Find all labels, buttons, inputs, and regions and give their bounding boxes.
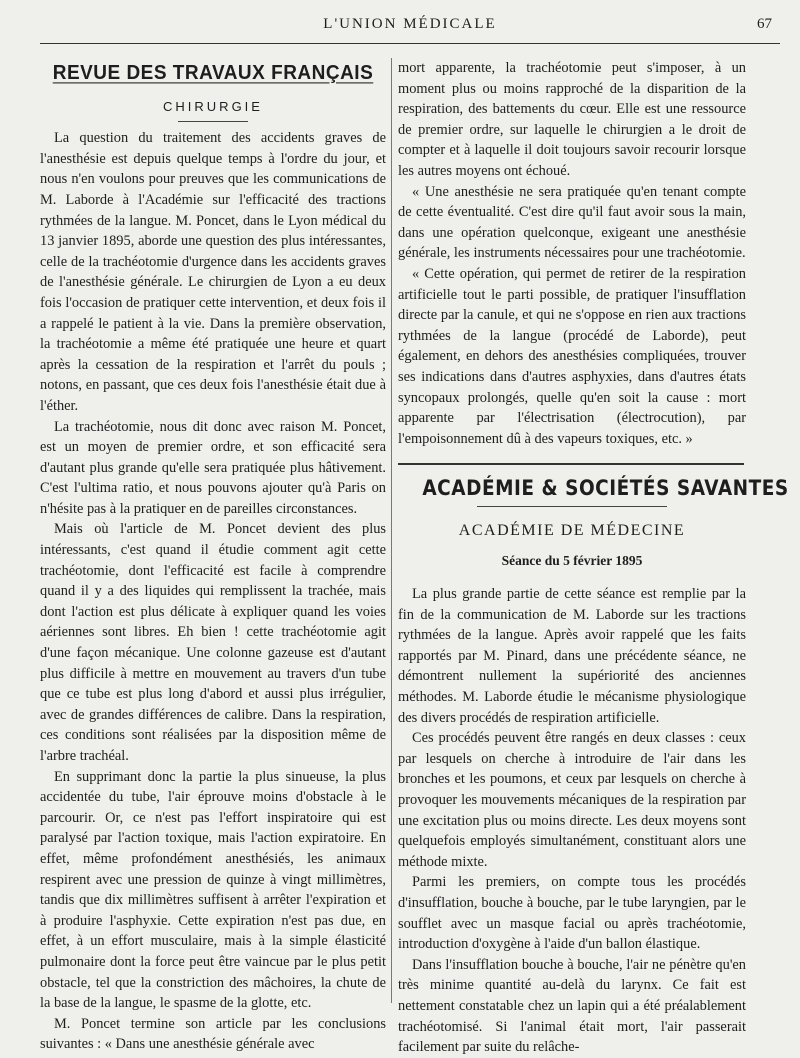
paragraph: M. Poncet termine son article par les conclusions suivantes : « Dans une anesthésie générale avec xyxy=(40,1015,386,1053)
quote-paragraph: « Une anesthésie ne sera pratiquée qu'en tenant compte de cette éventualité. C'est dire qu'il faut avoir sous la main, dans une opération quelconque, exigeant une anesthésie générale, les instruments nécessaires pour une trachéotomie. xyxy=(398,183,746,262)
paragraph: Parmi les premiers, on compte tous les procédés d'insufflation, bouche à bouche, par le tube laryngien, par le soufflet avec un masque facial ou après trachéotomie, introduction d'oxygène à l'aide d'un ballon élastique. xyxy=(398,874,746,953)
session-date: Séance du 5 février 1895 xyxy=(501,553,643,569)
paragraph: La question du traitement des accidents graves de l'anesthésie est depuis quelque temps à l'ordre du jour, et nous n'en voulons pour preuves que les communications de M. Laborde à l'Académie sur l'efficacité des tractions rythmées de la langue. M. Poncet, dans le Lyon médical du 13 janvier 1895, aborde une question des plus intéressantes, celle de la trachéotomie d'urgence dans les accidents graves de l'anesthésie générale. Le chirurgien de Lyon a eu deux fois l'occasion de pratiquer cette intervention, et deux fois il a rappelé le patient à la vie. Dans la première observation, la trachéotomie a même été pratiquée une heure et quart après la cessation de la respiration et l'arrêt du pouls ; notons, en passant, que ces deux fois l'anesthésie était due à l'éther. xyxy=(40,130,386,414)
paragraph: La plus grande partie de cette séance est remplie par la fin de la communication de M. Laborde sur les tractions rythmées de la langue. Après avoir rappelé que les faits rapportés par M. Pinard, dans une précédente séance, ne démontrent nullement la supériorité des anciennes méthodes. M. Laborde étudie le mécanisme physiologique des divers procédés de respiration artificielle. xyxy=(398,586,746,726)
column-divider xyxy=(391,58,392,1003)
left-column xyxy=(40,58,386,1053)
paragraph: Dans l'insufflation bouche à bouche, l'air ne pénètre qu'en très minime quantité au-delà du larynx. Ce fait est nettement constatable chez un lapin qui a été préalablement trachéotomisé. Si l'animal était mort, l'air passerait facilement par suite du relâche- xyxy=(398,956,746,1056)
subsection-title-chirurgie: CHIRURGIE xyxy=(163,98,263,114)
running-title: L'UNION MÉDICALE xyxy=(323,16,497,32)
paragraph: Ces procédés peuvent être rangés en deux classes : ceux par lesquels on cherche à introduire de l'air dans les bronches et les poumons, et ceux par lesquels on cherche à provoquer les mouvements mécaniques de la respiration par une excitation plus ou moins directe. Les deux moyens sont quelquefois employés simultanément, constituant alors une méthode mixte. xyxy=(398,730,746,870)
running-head xyxy=(40,16,780,36)
section-title-academie: ACADÉMIE & SOCIÉTÉS SAVANTES xyxy=(422,476,789,502)
section-title-revue: REVUE DES TRAVAUX FRANÇAIS xyxy=(52,62,374,85)
continuation-paragraph: mort apparente, la trachéotomie peut s'imposer, à un moment plus ou moins rapproché de la disparition de la respiration, des battements du cœur. Elle est une ressource de premier ordre, sur laquelle le chirurgien a le droit de compter et à laquelle il doit toujours savoir recourir lorsque les autres moyens ont échoué. xyxy=(398,60,746,179)
right-column xyxy=(398,58,789,1056)
academy-title: ACADÉMIE DE MÉDECINE xyxy=(458,521,686,539)
page-number: 67 xyxy=(757,16,772,32)
section-title-rule xyxy=(477,506,667,507)
section-end-rule xyxy=(398,463,744,465)
paragraph: Mais où l'article de M. Poncet devient des plus intéressants, c'est quand il étudie comment agit cette trachéotomie, dont l'efficacité est facile à comprendre quand il y a des liquides qui remplissent la trachée, mais dont l'action est plus délicate à expliquer quand les voies aériennes sont libres. Eh bien ! cette trachéotomie agit d'une façon mécanique. Une colonne gazeuse est d'autant plus difficile à mettre en mouvement au travers d'un tube que ce tube est plus long d'abord et aussi plus irrégulier, avec de grandes différences de calibre. Dans la respiration, ces conditions sont réalisées par la disposition même de l'arbre trachéal. xyxy=(40,521,386,764)
paragraph: En supprimant donc la partie la plus sinueuse, la plus accidentée du tube, l'air éprouve moins d'obstacle à le parcourir. Or, ce n'est pas l'effort inspiratoire qui est paralysé par l'action toxique, mais l'action expiratoire. En effet, même profondément anesthésiés, les animaux respirent avec une pression de quinze à vingt millimètres, tandis que dix millimètres suffisent à arrêter l'expiration et à produire l'asphyxie. Cette expiration n'est pas due, en effet, à un effort musculaire, mais à la simple élasticité pulmonaire dont la force peut être vaincue par le plus petit obstacle, tel que la constriction des mâchoires, la chute de la base de la langue, le spasme de la glotte, etc. xyxy=(40,768,386,1012)
quote-paragraph: « Cette opération, qui permet de retirer de la respiration artificielle tout le parti possible, de pratiquer l'insufflation directe par la canule, et qui ne s'oppose en rien aux tractions rythmées de la langue (procédé de Laborde), peut également, en dehors des anesthésies compliquées, trouver ses indications dans d'autres asphyxies, dans d'autres états syncopaux prolongés, quelle qu'en soit la cause : mort apparente par l'électrisation (électrocution), par l'empoisonnement dû à des vapeurs toxiques, etc. » xyxy=(398,265,746,447)
header-rule xyxy=(40,43,780,44)
subsection-rule xyxy=(178,121,248,122)
paragraph: La trachéotomie, nous dit donc avec raison M. Poncet, est un moyen de premier ordre, et son efficacité sera d'autant plus grande qu'elle sera pratiquée plus hâtivement. C'est l'ultima ratio, et nous pouvons ajouter qu'à Paris on n'hésite pas à la pratiquer en de pareilles circonstances. xyxy=(40,418,386,517)
